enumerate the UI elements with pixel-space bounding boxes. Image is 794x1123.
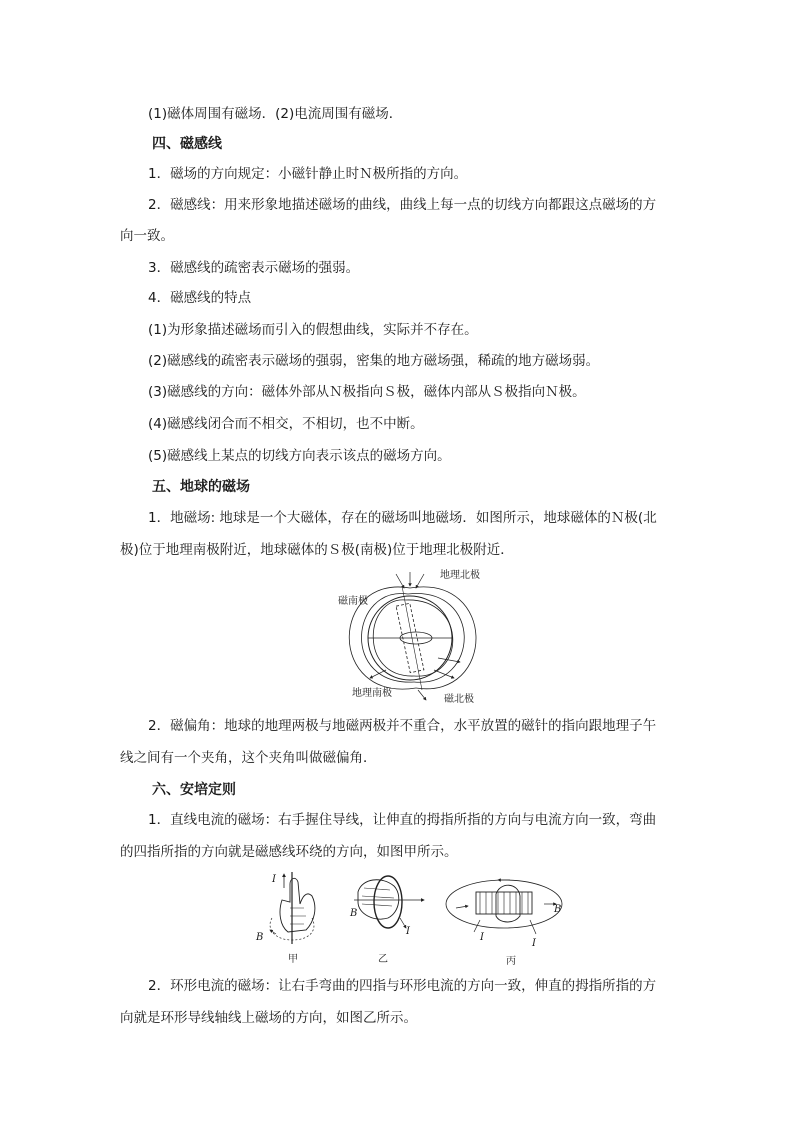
label-geographic-south: 地理南极 xyxy=(352,688,392,699)
text-line-5: 向一致。 xyxy=(120,228,174,244)
text-line-19: 1．直线电流的磁场：右手握住导线，让伸直的拇指所指的方向与电流方向一致，弯曲 xyxy=(148,812,657,828)
label-field-c: B xyxy=(554,904,562,915)
label-current-c-left: I xyxy=(480,932,484,943)
label-field-b: B xyxy=(350,908,358,919)
right-hand-rule-figures xyxy=(248,868,568,968)
text-line-4: 2．磁感线：用来形象地描述磁场的曲线，曲线上每一点的切线方向都跟这点磁场的方 xyxy=(148,197,657,213)
label-current-b: I xyxy=(406,926,410,937)
figure-c-solenoid xyxy=(446,880,562,967)
text-line-8: (1)为形象描述磁场而引入的假想曲线，实际并不存在。 xyxy=(148,322,478,338)
label-current-a: I xyxy=(272,874,276,885)
text-line-10: (3)磁感线的方向：磁体外部从Ｎ极指向Ｓ极，磁体内部从Ｓ极指向Ｎ极。 xyxy=(148,384,586,400)
text-line-1: (1)磁体周围有磁场．(2)电流周围有磁场． xyxy=(148,106,403,122)
text-line-22: 向就是环形导线轴线上磁场的方向，如图乙所示。 xyxy=(120,1010,417,1026)
label-magnetic-south: 磁南极 xyxy=(338,596,368,607)
heading-ampere-rule: 六、安培定则 xyxy=(152,782,236,798)
heading-magnetic-field-lines: 四、磁感线 xyxy=(152,136,222,152)
text-line-17: 线之间有一个夹角，这个夹角叫做磁偏角． xyxy=(120,750,377,766)
text-line-11: (4)磁感线闭合而不相交，不相切，也不中断。 xyxy=(148,416,424,432)
heading-earth-magnetic-field: 五、地球的磁场 xyxy=(152,479,250,495)
earth-magnetic-field-figure xyxy=(330,566,500,706)
label-field-a: B xyxy=(256,932,264,943)
text-line-9: (2)磁感线的疏密表示磁场的强弱，密集的地方磁场强，稀疏的地方磁场弱。 xyxy=(148,353,600,369)
caption-figure-c: 丙 xyxy=(506,956,516,967)
caption-figure-b: 乙 xyxy=(378,954,388,965)
label-current-c-right: I xyxy=(532,938,536,949)
text-line-21: 2．环形电流的磁场：让右手弯曲的四指与环形电流的方向一致，伸直的拇指所指的方 xyxy=(148,978,657,994)
figure-a-straight-wire xyxy=(255,872,315,965)
figure-b-loop-current xyxy=(349,876,424,965)
label-magnetic-north: 磁北极 xyxy=(444,694,474,705)
text-line-15: 极)位于地理南极附近，地球磁体的Ｓ极(南极)位于地理北极附近． xyxy=(120,542,514,558)
text-line-7: 4．磁感线的特点 xyxy=(148,290,252,306)
text-line-20: 的四指所指的方向就是磁感线环绕的方向，如图甲所示。 xyxy=(120,844,458,860)
caption-figure-a: 甲 xyxy=(288,954,298,965)
text-line-14: 1．地磁场: 地球是一个大磁体，存在的磁场叫地磁场．如图所示，地球磁体的Ｎ极(北 xyxy=(148,510,657,526)
text-line-3: 1．磁场的方向规定：小磁针静止时Ｎ极所指的方向。 xyxy=(148,166,468,182)
text-line-16: 2．磁偏角：地球的地理两极与地磁两极并不重合，水平放置的磁针的指向跟地理子午 xyxy=(148,718,657,734)
text-line-6: 3．磁感线的疏密表示磁场的强弱。 xyxy=(148,260,360,276)
text-line-12: (5)磁感线上某点的切线方向表示该点的磁场方向。 xyxy=(148,448,451,464)
label-geographic-north: 地理北极 xyxy=(440,570,480,581)
